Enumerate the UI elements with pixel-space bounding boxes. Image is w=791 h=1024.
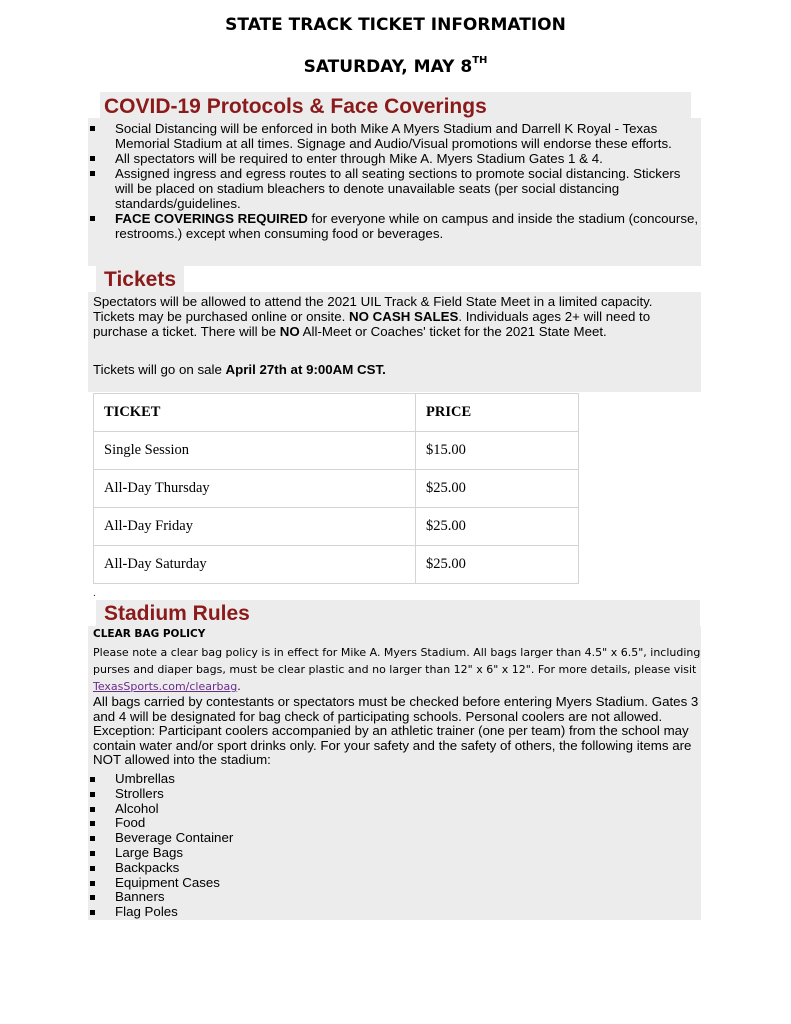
table-header-ticket: TICKET (94, 394, 416, 432)
covid-list (90, 121, 700, 241)
ticket-price: $25.00 (416, 546, 579, 584)
ticket-price: $15.00 (416, 432, 579, 470)
table-header-row (94, 394, 579, 432)
subtitle-superscript: TH (472, 55, 488, 66)
list-item: Food (90, 816, 390, 831)
list-item: FACE COVERINGS REQUIRED for everyone while on campus and inside the stadium (concourse, restrooms.) except when consuming food or beverages. (90, 211, 700, 241)
list-item: All spectators will be required to enter through Mike A. Myers Stadium Gates 1 & 4. (90, 151, 700, 166)
covid-heading: COVID-19 Protocols & Face Coverings (104, 95, 487, 118)
tickets-heading: Tickets (104, 268, 176, 291)
list-item: Alcohol (90, 802, 390, 817)
table-row (94, 470, 579, 508)
list-item: Flag Poles (90, 905, 390, 920)
tickets-sale-date: Tickets will go on sale April 27th at 9:00AM CST. (93, 362, 386, 377)
list-item: Strollers (90, 787, 390, 802)
list-item: Beverage Container (90, 831, 390, 846)
table-header-price: PRICE (416, 394, 579, 432)
prohibited-items-list (90, 772, 390, 920)
list-item: Banners (90, 890, 390, 905)
ticket-name: All-Day Saturday (94, 546, 416, 584)
subtitle-date: SATURDAY, MAY 8 (303, 57, 473, 77)
clearbag-link[interactable]: TexasSports.com/clearbag (93, 680, 238, 693)
table-row (94, 546, 579, 584)
ticket-price-table (93, 393, 579, 584)
table-row (94, 508, 579, 546)
page-title: STATE TRACK TICKET INFORMATION (225, 15, 566, 35)
list-item: Assigned ingress and egress routes to all seating sections to promote social distancing. Stickers will be placed on stadium bleachers to denote unavailable seats (per social distancing standards/guidelines. (90, 166, 700, 211)
rules-heading: Stadium Rules (104, 602, 250, 625)
list-item: Large Bags (90, 846, 390, 861)
page-subtitle (0, 57, 791, 77)
ticket-price: $25.00 (416, 508, 579, 546)
bag-check-text: All bags carried by contestants or spectators must be checked before entering Myers Stadium. Gates 3 and 4 will be designated for bag check of participating schools. Personal coolers are not allowed. Exception: Participant coolers accompanied by an athletic trainer (one per team) from the school may contain water and/or sport drinks only. For your safety and the safety of others, the following items are NOT allowed into the stadium: (93, 694, 699, 768)
list-item: Backpacks (90, 861, 390, 876)
ticket-name: Single Session (94, 432, 416, 470)
clear-bag-text: Please note a clear bag policy is in effect for Mike A. Myers Stadium. All bags larger than 4.5" x 6.5", including purses and diaper bags, must be clear plastic and no larger than 12" x 6" x 12". For more details, please visit TexasSports.com/clearbag. (93, 646, 701, 693)
list-item: Umbrellas (90, 772, 390, 787)
stray-mark: . (93, 588, 96, 599)
clear-bag-heading: CLEAR BAG POLICY (93, 628, 206, 640)
list-item: Social Distancing will be enforced in both Mike A Myers Stadium and Darrell K Royal - Texas Memorial Stadium at all times. Signage and Audio/Visual promotions will endorse these efforts. (90, 121, 700, 151)
ticket-name: All-Day Thursday (94, 470, 416, 508)
table-row (94, 432, 579, 470)
ticket-name: All-Day Friday (94, 508, 416, 546)
tickets-paragraph: Spectators will be allowed to attend the 2021 UIL Track & Field State Meet in a limited capacity. Tickets may be purchased online or onsite. NO CASH SALES. Individuals ages 2+ will need to purchase a ticket. There will be NO All-Meet or Coaches' ticket for the 2021 State Meet. (93, 294, 653, 339)
ticket-price: $25.00 (416, 470, 579, 508)
list-item: Equipment Cases (90, 876, 390, 891)
